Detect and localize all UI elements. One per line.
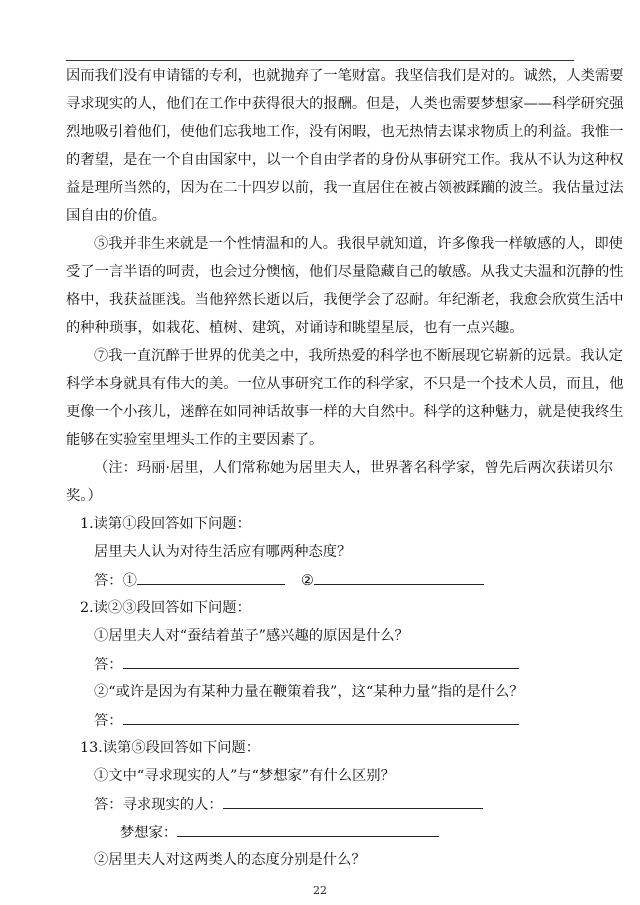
passage-line: 能够在实验室里埋头工作的主要因素了。: [66, 432, 324, 448]
answer-blank[interactable]: [123, 654, 519, 669]
question-1-title: 1.读第①段回答如下问题：: [80, 516, 251, 532]
passage-line: 烈地吸引着他们，使他们忘我地工作，没有闲暇，也无热情去谋求物质上的利益。我惟一: [66, 124, 624, 140]
answer-blank-1[interactable]: [137, 570, 285, 585]
answer-label: 答：: [94, 657, 123, 673]
page-number: 22: [313, 884, 327, 897]
passage-line: ⑤我并非生来就是一个性情温和的人。我很早就知道，许多像我一样敏感的人，即使: [94, 236, 623, 252]
passage-line: 科学本身就具有伟大的美。一位从事研究工作的科学家，不只是一个技术人员，而且，他: [66, 376, 624, 392]
question-2-title: 2.读②③段回答如下问题：: [80, 600, 251, 616]
passage-line: 国自由的价值。: [66, 208, 167, 224]
question-2-sub-2: ②“或许是因为有某种力量在鞭策着我”，这“某种力量”指的是什么？: [94, 684, 524, 700]
question-13-answer-1: [94, 794, 483, 815]
question-1-prompt: 居里夫人认为对待生活应有哪两种态度？: [94, 544, 352, 560]
answer-label: 答：①: [94, 573, 137, 589]
answer-label: 答：: [94, 713, 123, 729]
passage-line: 的种种琐事，如栽花、植树、建筑，对诵诗和眺望星辰，也有一点兴趣。: [66, 320, 524, 336]
note-line: （注：玛丽·居里，人们常称她为居里夫人，世界著名科学家，曾先后两次获诺贝尔: [94, 460, 614, 476]
question-1-answer: [94, 570, 484, 591]
question-2-sub-1: ①居里夫人对“蚕结着茧子”感兴趣的原因是什么？: [94, 628, 409, 644]
passage-line: 受了一言半语的呵责，也会过分懊恼，他们尽量隐藏自己的敏感。从我丈夫温和沉静的性: [66, 264, 624, 280]
header-rule: [66, 60, 574, 61]
passage-line: 格中，我获益匪浅。当他猝然长逝以后，我便学会了忍耐。年纪渐老，我愈会欣赏生活中: [66, 292, 624, 308]
answer-label: 梦想家：: [120, 825, 178, 841]
question-2-answer-1: [94, 654, 519, 675]
question-2-answer-2: [94, 710, 519, 731]
answer-marker-2: ②: [300, 573, 314, 589]
answer-label: 答：寻求现实的人：: [94, 797, 223, 813]
question-13-title: 13.读第⑤段回答如下问题：: [80, 740, 261, 756]
question-13-sub-2: ②居里夫人对这两类人的态度分别是什么？: [94, 852, 366, 868]
passage-line: 寻求现实的人，他们在工作中获得很大的报酬。但是，人类也需要梦想家——科学研究强: [66, 96, 624, 112]
answer-blank[interactable]: [123, 710, 519, 725]
answer-blank[interactable]: [223, 794, 483, 809]
note-line: 奖。）: [66, 488, 102, 504]
passage-line: ⑦我一直沉醉于世界的优美之中，我所热爱的科学也不断展现它崭新的远景。我认定: [94, 348, 623, 364]
answer-blank-2[interactable]: [314, 570, 484, 585]
answer-blank[interactable]: [177, 822, 439, 837]
passage-line: 更像一个小孩儿，迷醉在如同神话故事一样的大自然中。科学的这种魅力，就是使我终生: [66, 404, 624, 420]
passage-line: 益是理所当然的，因为在二十四岁以前，我一直居住在被占领被蹂躏的波兰。我估量过法: [66, 180, 624, 196]
passage-line: 因而我们没有申请镭的专利，也就抛弃了一笔财富。我坚信我们是对的。诚然，人类需要: [66, 68, 624, 84]
question-13-sub-1: ①文中“寻求现实的人”与“梦想家”有什么区别？: [94, 768, 395, 784]
question-13-answer-2: [120, 822, 439, 843]
passage-line: 的奢望，是在一个自由国家中，以一个自由学者的身份从事研究工作。我从不认为这种权: [66, 152, 624, 168]
